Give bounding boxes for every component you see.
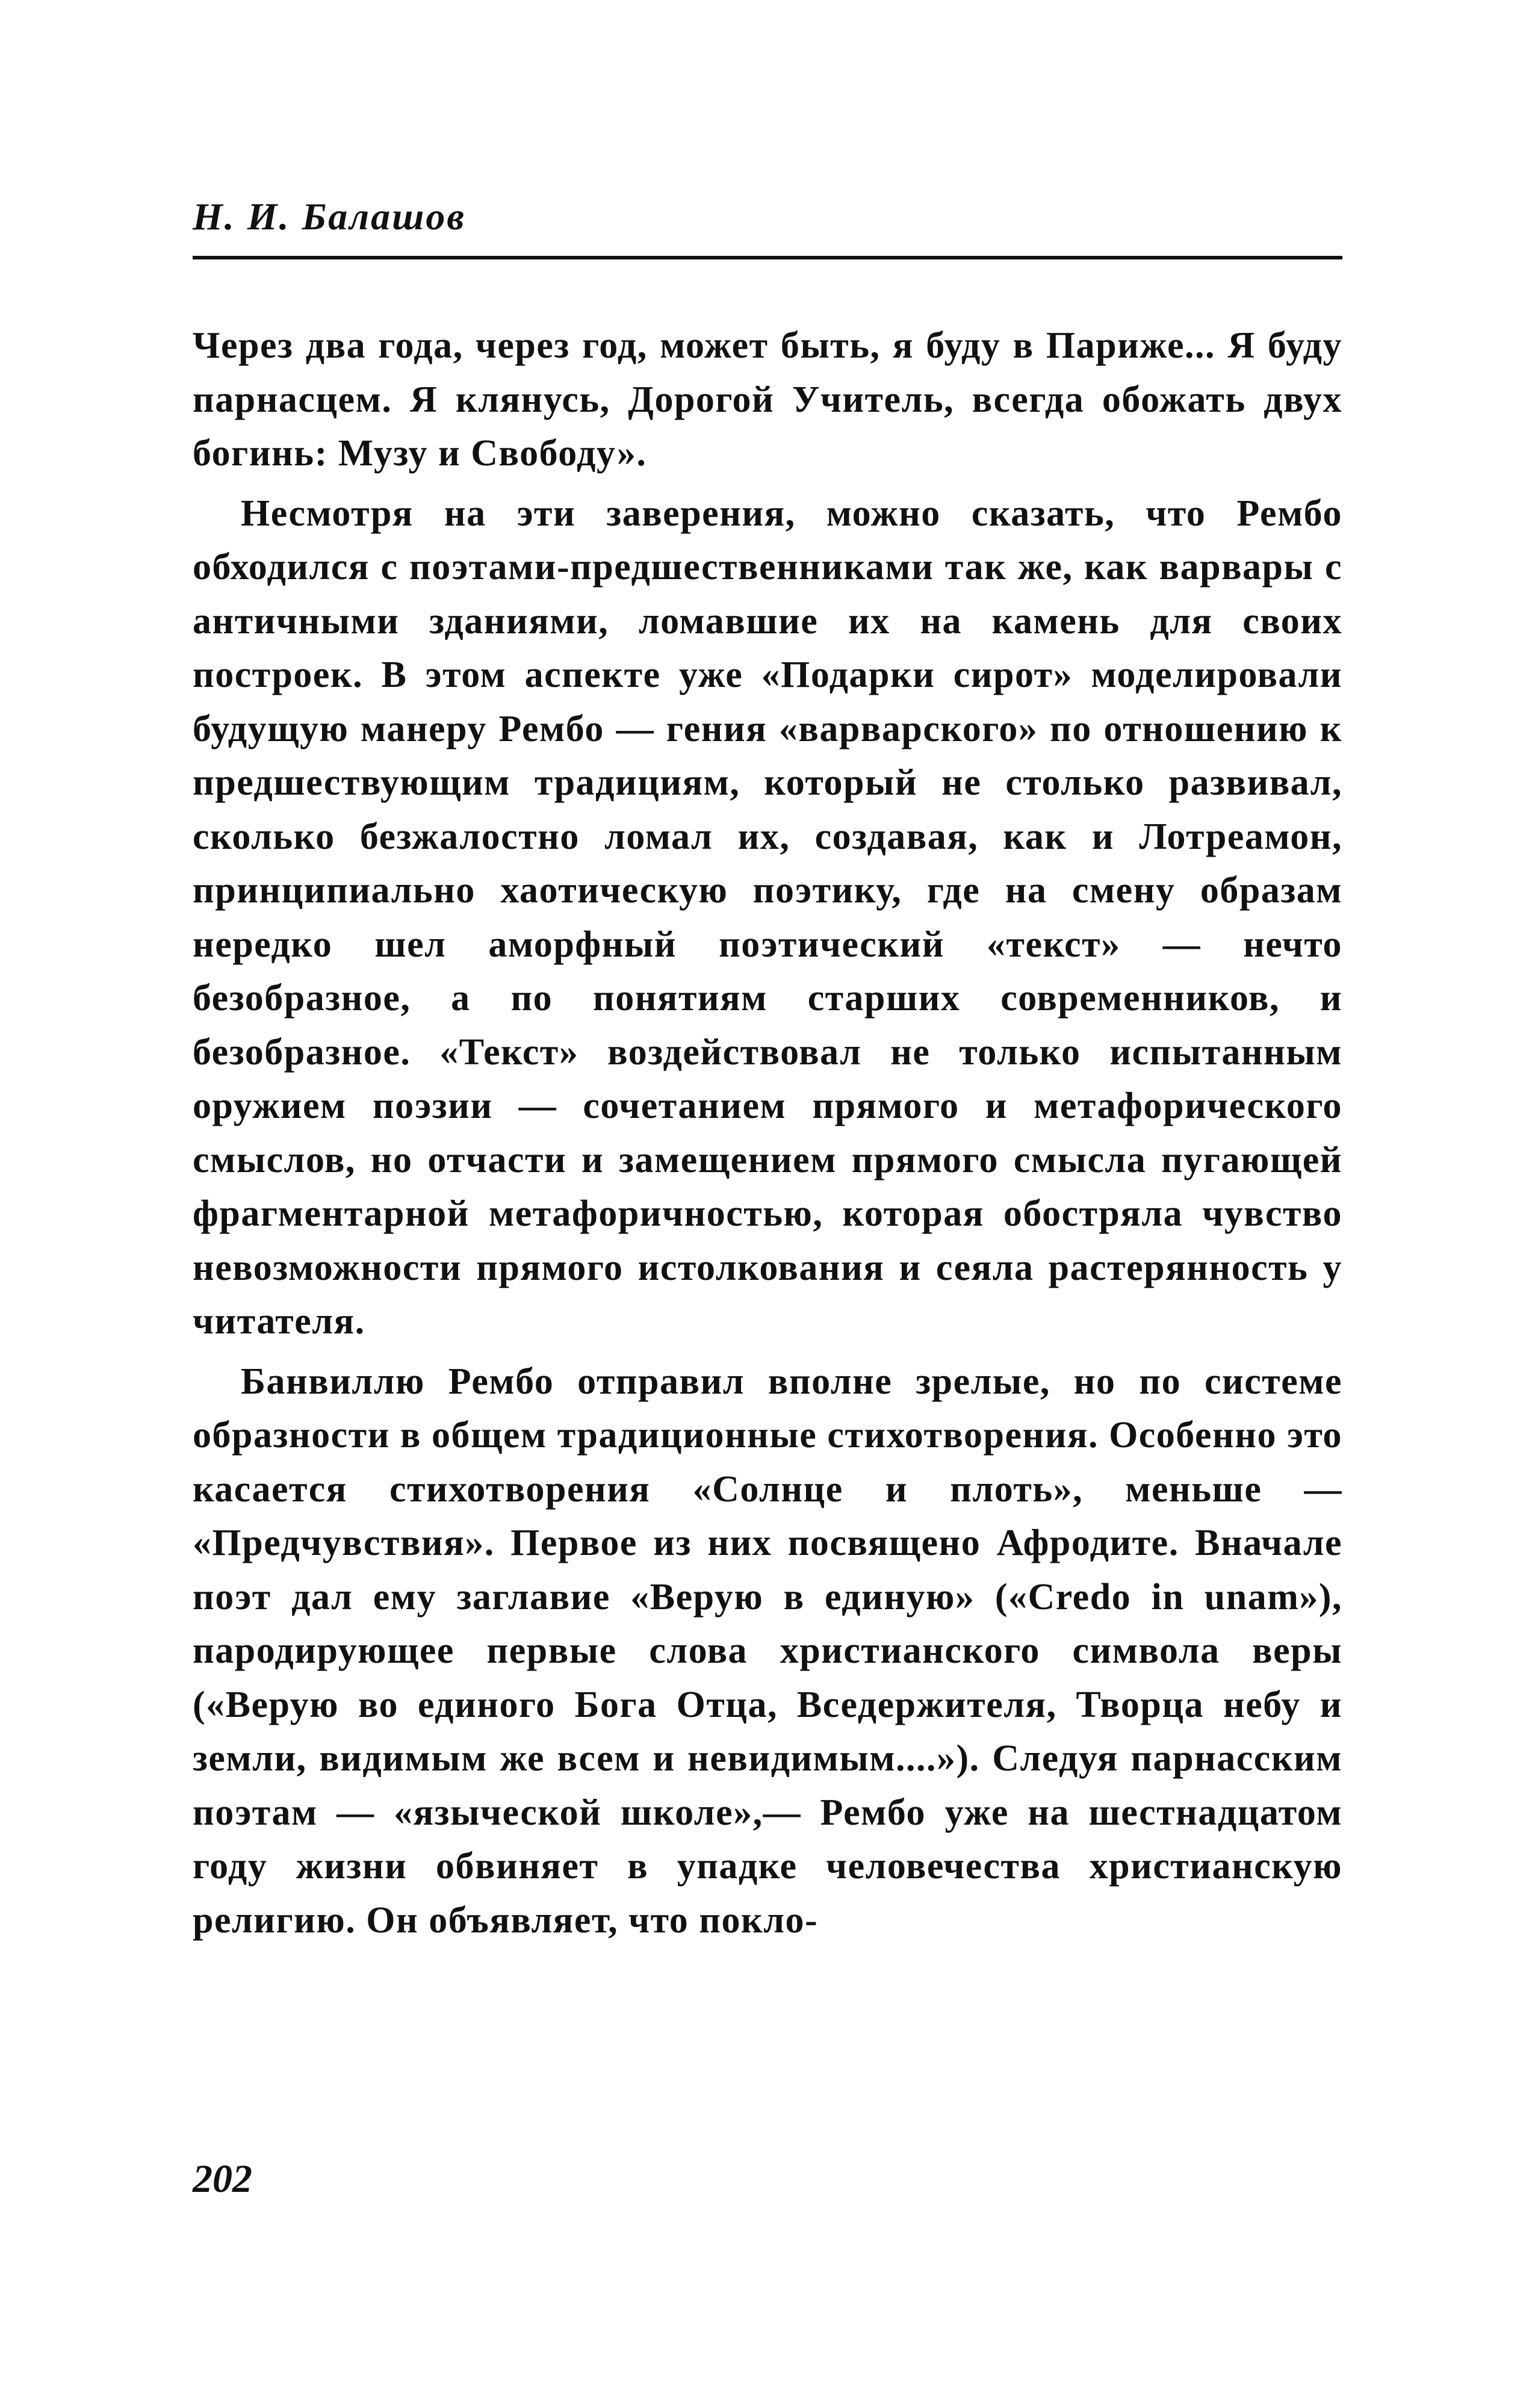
paragraph-2: Несмотря на эти заверения, можно сказать, что Рембо обходился с поэтами-предшественниками так же, как варвары с античными зданиями, ломавшие их на камень для своих построек. В этом аспекте уже «Подарки сирот» моделировали будущую манеру Рембо — гения «варварского» по отношению к предшествующим традициям, который не столько развивал, сколько безжалостно ломал их, создавая, как и Лотреамон, принципиально хаотическую поэтику, где на смену образам нередко шел аморфный поэтический «текст» — нечто безобразное, а по понятиям старших современников, и безобразное. «Текст» воздействовал не только испытанным оружием поэзии — сочетанием прямого и метафорического смыслов, но отчасти и замещением прямого смысла пугающей фрагментарной метафоричностью, которая обостряла чувство невозможности прямого истолкования и сеяла растерянность у читателя.: [193, 492, 1342, 1342]
header-rule: [193, 256, 1342, 259]
body-text: [193, 319, 1342, 1947]
paragraph-3: Банвиллю Рембо отправил вполне зрелые, но по системе образности в общем традиционные стихотворения. Особенно это касается стихотворения «Солнце и плоть», меньше — «Предчувствия». Первое из них посвящено Афродите. Вначале поэт дал ему заглавие «Верую в единую» («Credo in unam»), пародирующее первые слова христианского символа веры («Верую во единого Бога Отца, Вседержителя, Творца небу и земли, видимым же всем и невидимым....»). Следуя парнасским поэтам — «языческой школе»,— Рембо уже на шестнадцатом году жизни обвиняет в упадке человечества христианскую религию. Он объявляет, что покло-: [193, 1361, 1342, 1941]
page-number: 202: [193, 2157, 252, 2201]
running-head-title: Н. И. Балашов: [193, 195, 466, 238]
paragraph-1: Через два года, через год, может быть, я буду в Париже... Я буду парнасцем. Я клянусь, Дорогой Учитель, всегда обожать двух богинь: Музу и Свободу».: [193, 325, 1342, 474]
running-head: [193, 193, 1342, 253]
